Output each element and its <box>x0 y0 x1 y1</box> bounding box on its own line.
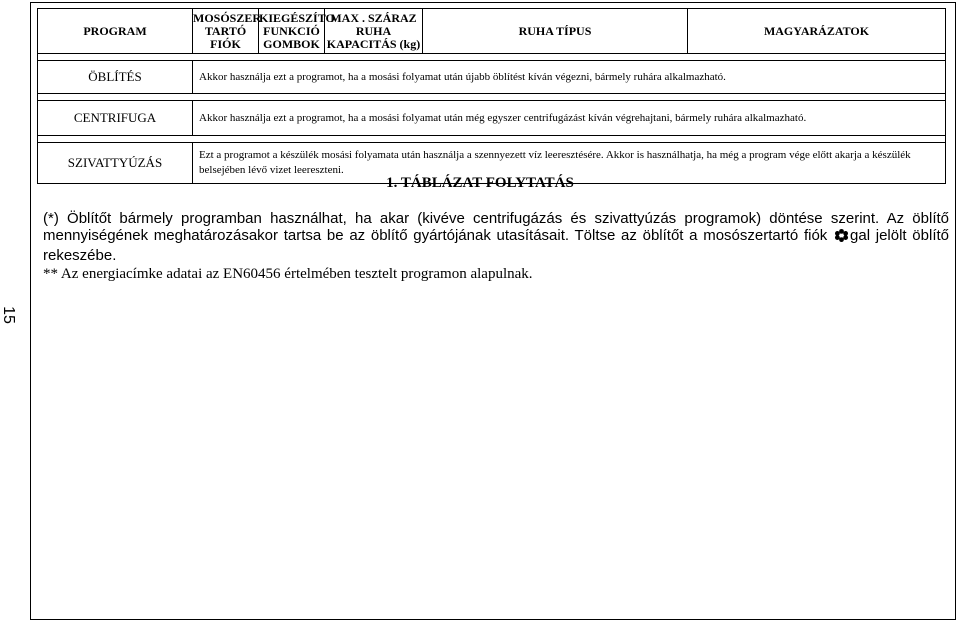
header-line: FIÓK <box>210 36 241 51</box>
program-description: Ezt a programot a készülék mosási folyamata után használja a szennyezett víz leeresztésére. Akkor is használhatja, ha még a program vége előtt akarja a készülék belsejében lévő vizet leereszteni. <box>193 143 946 184</box>
header-line: MOSÓSZER <box>193 10 262 25</box>
flower-icon <box>834 228 849 247</box>
header-extra-function <box>259 9 335 54</box>
header-explanations: MAGYARÁZATOK <box>688 9 946 54</box>
row-gap <box>38 136 946 143</box>
page-number: 15 <box>0 306 17 324</box>
program-name: CENTRIFUGA <box>38 101 193 136</box>
program-description: Akkor használja ezt a programot, ha a mosási folyamat után újabb öblítést kíván végezni, bármely ruhára alkalmazható. <box>193 61 946 94</box>
program-table <box>37 8 946 184</box>
row-gap <box>38 94 946 101</box>
row-gap <box>38 54 946 61</box>
header-line: KIEGÉSZÍTO <box>259 10 335 25</box>
table-title: 1. TÁBLÁZAT FOLYTATÁS <box>386 175 574 191</box>
note-text: gal jelölt öblítő rekeszébe. <box>43 227 950 264</box>
header-laundry-type: RUHA TÍPUS <box>423 9 688 54</box>
header-max-capacity <box>325 9 423 54</box>
note-text: (*) Öblítőt bármely programban használhat, ha akar (kivéve centrifugázás és szivattyúzás programok) döntése szerint. Az öblítő mennyiségének meghatározásakor tartsa be az öblítő gyártójának utasításait. Töltse az öblítőt a mosószertartó fiók <box>43 210 949 244</box>
table-header-row <box>38 9 946 54</box>
header-program: PROGRAM <box>38 9 193 54</box>
table-row <box>38 101 946 136</box>
note-energy-label: ** Az energiacímke adatai az EN60456 értelmében tesztelt programon alapulnak. <box>43 266 533 282</box>
program-description: Akkor használja ezt a programot, ha a mosási folyamat után még egyszer centrifugázást kíván végrehajtani, bármely ruhára alkalmazható. <box>193 101 946 136</box>
note-softener <box>43 210 949 264</box>
header-line: GOMBOK <box>263 36 320 51</box>
notes <box>43 210 949 283</box>
header-detergent-drawer <box>193 9 262 54</box>
header-line: FUNKCIÓ <box>263 23 320 38</box>
program-name: ÖBLÍTÉS <box>38 61 193 94</box>
program-name: SZIVATTYÚZÁS <box>38 143 193 184</box>
header-line: KAPACITÁS (kg) <box>326 36 421 51</box>
table-row <box>38 61 946 94</box>
header-line: TARTÓ <box>204 23 247 38</box>
header-line: MAX . SZÁRAZ RUHA <box>330 10 417 38</box>
